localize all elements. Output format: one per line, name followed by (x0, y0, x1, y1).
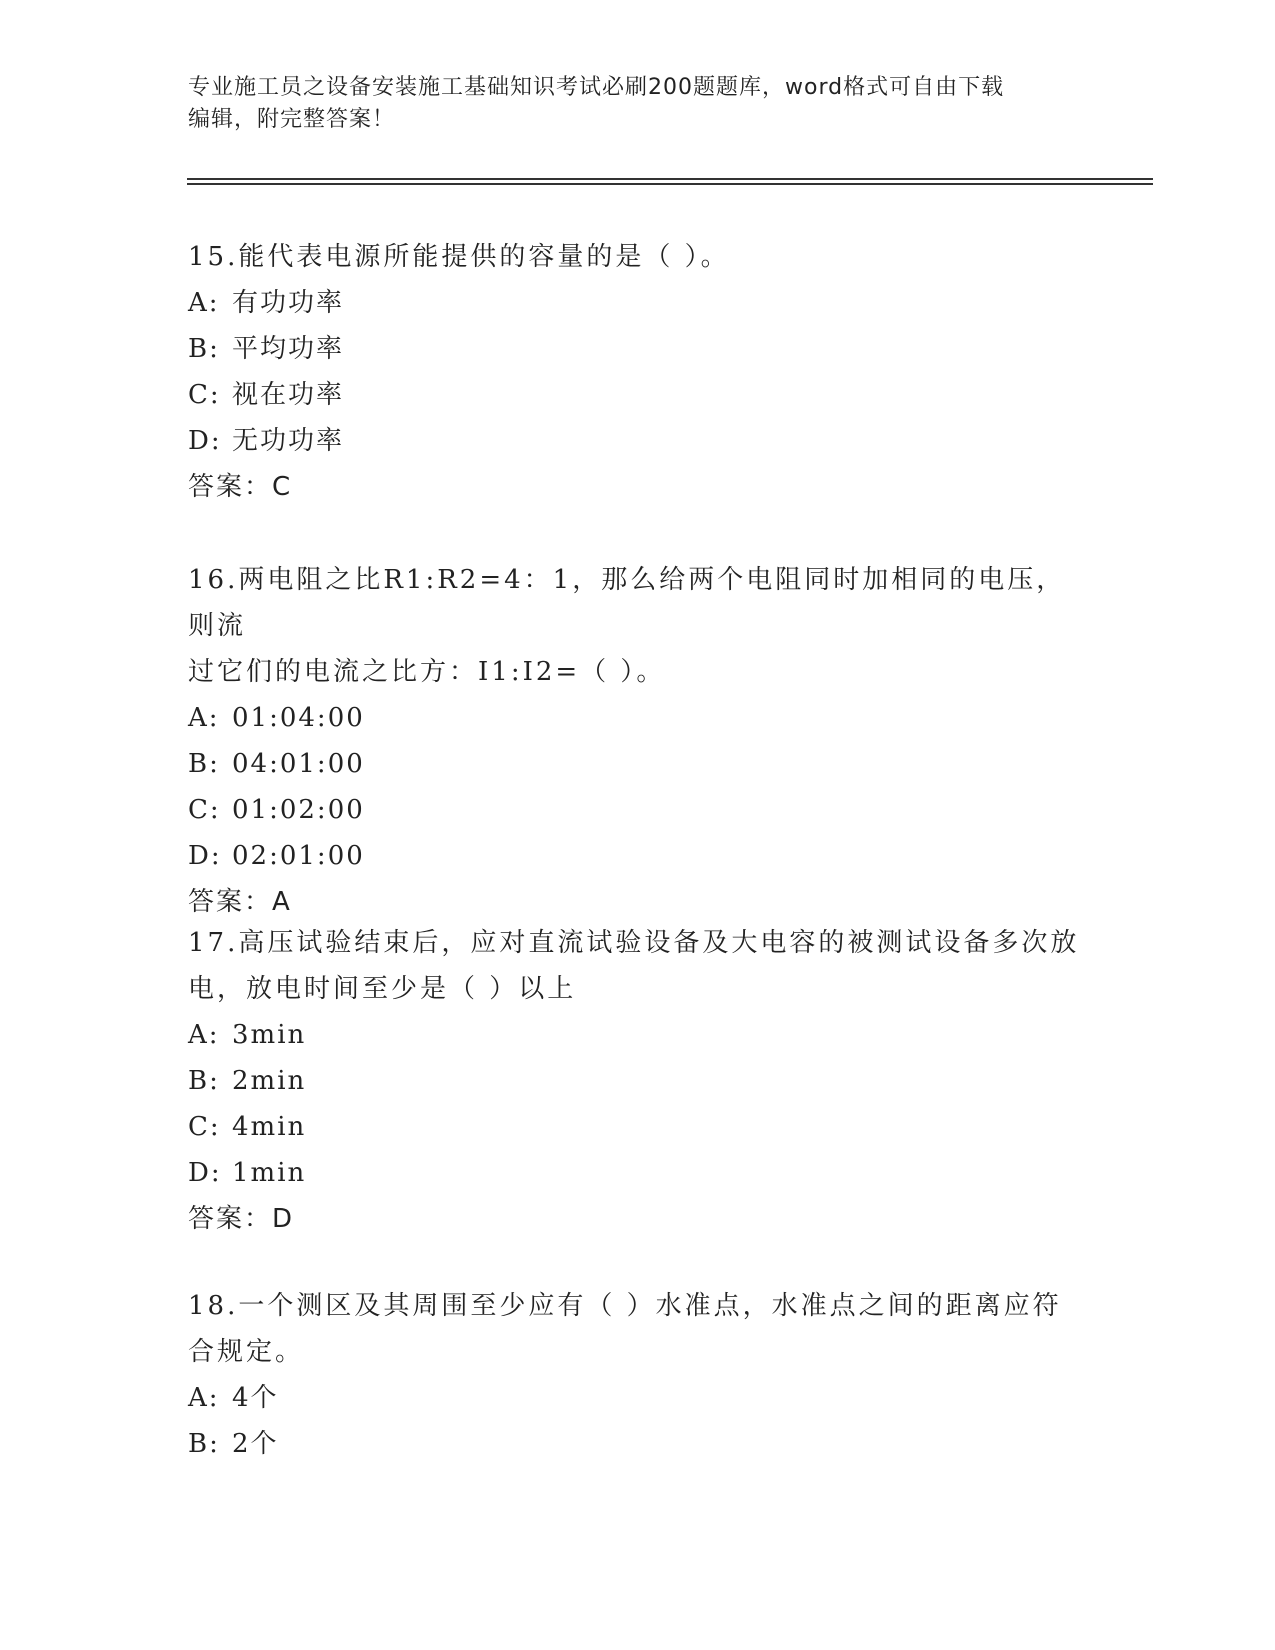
option-c (188, 1104, 1088, 1150)
option-text: 平均功率 (232, 334, 345, 364)
answer-line (188, 464, 1088, 510)
option-b (188, 326, 1088, 372)
option-text: 3min (232, 1020, 307, 1050)
header-title-line-1: 专业施工员之设备安装施工基础知识考试必刷200题题库，word格式可自由下载 (188, 75, 1005, 100)
question-17 (188, 920, 1088, 1242)
header-divider-top (187, 178, 1153, 180)
answer-value: A (272, 887, 292, 917)
option-text: 2个 (232, 1429, 279, 1459)
option-text: 4个 (232, 1383, 279, 1413)
option-letter: B: (188, 334, 220, 364)
option-letter: D: (188, 1158, 222, 1188)
answer-value: C (272, 472, 293, 502)
option-text: 有功功率 (232, 288, 345, 318)
option-letter: C: (188, 380, 221, 410)
question-stem: 15.能代表电源所能提供的容量的是（ ）。 (188, 242, 730, 272)
header-divider-bottom (187, 183, 1153, 185)
header-title-line-2: 编辑，附完整答案！ (188, 107, 396, 132)
option-a (188, 1012, 1088, 1058)
option-letter: B: (188, 1429, 220, 1459)
question-stem-line-1: 16.两电阻之比R1:R2=4：1，那么给两个电阻同时加相同的电压，则流 (188, 565, 1066, 641)
option-d (188, 833, 1088, 879)
answer-value: D (272, 1204, 295, 1234)
question-16 (188, 557, 1088, 925)
question-stem-line-2: 过它们的电流之比方：I1:I2=（ ）。 (188, 657, 666, 687)
option-text: 01:02:00 (232, 795, 365, 825)
option-b (188, 741, 1088, 787)
option-text: 4min (232, 1112, 307, 1142)
option-a (188, 280, 1088, 326)
option-letter: B: (188, 1066, 220, 1096)
option-letter: A: (188, 703, 220, 733)
option-a (188, 1375, 1088, 1421)
option-d (188, 418, 1088, 464)
option-letter: D: (188, 841, 222, 871)
option-a (188, 695, 1088, 741)
answer-line (188, 879, 1088, 925)
option-letter: D: (188, 426, 222, 456)
option-letter: B: (188, 749, 220, 779)
option-text: 02:01:00 (232, 841, 365, 871)
question-stem-line-2: 合规定。 (188, 1337, 305, 1367)
option-letter: C: (188, 795, 221, 825)
option-letter: C: (188, 1112, 221, 1142)
answer-label: 答案： (188, 472, 273, 502)
option-text: 1min (232, 1158, 307, 1188)
question-stem-line-2: 电，放电时间至少是（ ）以上 (188, 974, 577, 1004)
question-stem-line-1: 17.高压试验结束后，应对直流试验设备及大电容的被测试设备多次放 (188, 928, 1080, 958)
option-c (188, 787, 1088, 833)
option-d (188, 1150, 1088, 1196)
answer-label: 答案： (188, 887, 273, 917)
answer-label: 答案： (188, 1204, 273, 1234)
option-text: 01:04:00 (232, 703, 365, 733)
option-c (188, 372, 1088, 418)
option-text: 视在功率 (232, 380, 345, 410)
option-text: 04:01:00 (232, 749, 365, 779)
question-stem-line-1: 18.一个测区及其周围至少应有（ ）水准点，水准点之间的距离应符 (188, 1291, 1062, 1321)
option-letter: A: (188, 1383, 220, 1413)
option-b (188, 1058, 1088, 1104)
option-letter: A: (188, 1020, 220, 1050)
answer-line (188, 1196, 1088, 1242)
question-18 (188, 1283, 1088, 1467)
question-15 (188, 234, 1088, 510)
option-b (188, 1421, 1088, 1467)
option-text: 2min (232, 1066, 307, 1096)
option-letter: A: (188, 288, 220, 318)
option-text: 无功功率 (232, 426, 345, 456)
document-header (188, 72, 1068, 136)
